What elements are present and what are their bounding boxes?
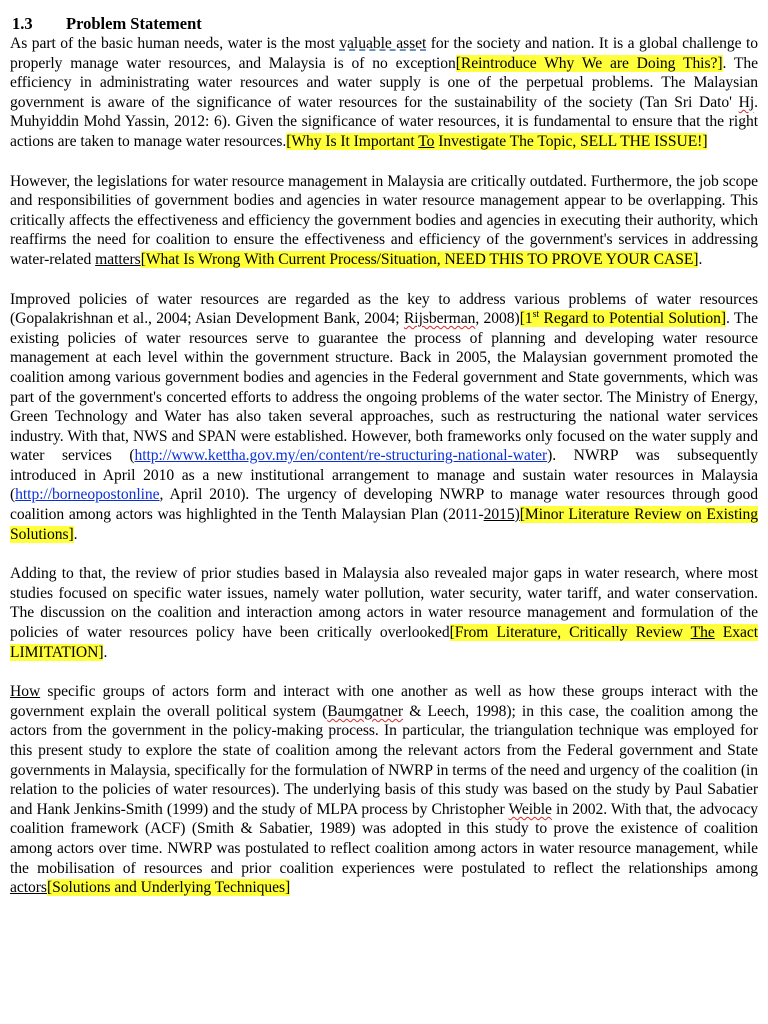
text: . bbox=[73, 525, 78, 543]
text: . The existing policies of water resources serve to guarantee the process of planning and developing water resource management at each level within the government structure. Back in 2005, the Malaysian government promoted the coalition among various government bodies and agencies in the Federal government and State governments, which was part of the government's concerted efforts to address the ongoing problems of the water sector. The Ministry of Energy, Green Technology and Water has also taken several approaches, such as restructuring the national water services industry. With that, NWS and SPAN were established. However, both frameworks only focused on the water supply and water services ( bbox=[10, 310, 758, 465]
highlight-annotation: [Reintroduce Why We are Doing This?] bbox=[455, 54, 723, 72]
text: Exact LIMITATION] bbox=[10, 624, 758, 661]
section-number: 1.3 bbox=[12, 14, 33, 33]
text: & Leech, 1998); in this case, the coalition among the actors from the government in the policy-making process. In particular, the triangulation technique was employed for this present study to explore the state of coalition among the relevant actors from the Federal government and State governments in Malaysia, specifically for the formulation of NWRP in terms of the need and urgency of the coalition (in relation to the policies of water resources). The underlying basis of this study was based on the study by Paul Sabatier and Hank Jenkins-Smith (1999) and the study of MLPA process by Christopher bbox=[10, 702, 758, 818]
text: How bbox=[10, 683, 41, 701]
text: . The efficiency in administrating water resources and water supply is one of the perpetual problems. The Malaysian government is aware of the significance of water resources for the sustainability of the society (Tan Sri Dato' bbox=[10, 54, 759, 111]
spellcheck-flagged-word: Baumgatner bbox=[327, 702, 404, 720]
paragraph-4 bbox=[10, 564, 758, 662]
hyperlink-borneopost[interactable]: http://borneopostonline bbox=[15, 486, 160, 504]
paragraph-2 bbox=[10, 172, 758, 270]
text: , April 2010). The urgency of developing NWRP to manage water resources through good coalition among actors was highlighted in the Tenth Malaysian Plan (2011- bbox=[10, 486, 758, 524]
paragraph-5 bbox=[10, 682, 758, 898]
text: Adding to that, the review of prior studies based in Malaysia also revealed major gaps in water research, where most studies focused on specific water issues, namely water pollution, water security, water tariff, and water conservation. The discussion on the coalition and interaction among actors in water resource management and formulation of the policies of water resources policy have been critically overlooked bbox=[10, 565, 758, 642]
text: The bbox=[690, 624, 715, 642]
text: for the society and nation. It is a global challenge to properly manage water resources, and Malaysia is of no exception bbox=[10, 35, 758, 72]
text: . Muhyiddin Mohd Yassin, 2012: 6). Given the significance of water resources, it is fundamental to ensure that the right actions are taken to manage water resources. bbox=[10, 93, 758, 150]
text: Improved policies of water resources are regarded as the key to address various problems of water resources (Gopalakrishnan et al., 2004; Asian Development Bank, 2004; bbox=[10, 290, 758, 328]
spellcheck-flagged-word: Weible bbox=[508, 800, 552, 818]
highlight-annotation: [Solutions and Underlying Techniques] bbox=[46, 879, 291, 897]
section-title: Problem Statement bbox=[66, 14, 202, 33]
text: Regard to Potential Solution] bbox=[539, 310, 726, 328]
text: ). NWRP was subsequently introduced in April 2010 as a new institutional arrangement to manage and sustain water resources in Malaysia ( bbox=[10, 447, 758, 504]
text: [1 bbox=[519, 310, 533, 328]
text: Investigate The Topic, SELL THE ISSUE!] bbox=[434, 132, 708, 150]
text: in 2002. With that, the advocacy coalition framework (ACF) (Smith & Sabatier, 1989) was adopted in this study to prove the existence of coalition among actors over time. NWRP was postulated to reflect coalition among actors in water resource management, while the mobilisation of resources and prior coalition experiences were postulated to reflect the relationships among bbox=[10, 800, 758, 877]
text: . bbox=[103, 643, 108, 661]
spellcheck-flagged-word: Rijsberman bbox=[403, 310, 476, 328]
text: [Why Is It Important bbox=[286, 132, 419, 150]
text: However, the legislations for water resource management in Malaysia are critically outdated. Furthermore, the job scope and responsibilities of government bodies and agencies in water resource management appear to be overlapping. This critically affects the effectiveness and efficiency the government bodies and agencies in executing their authority, which reaffirms the need for coalition to ensure the effectiveness and efficiency of the government's services in addressing water-related bbox=[10, 172, 758, 268]
grammar-flagged-text: valuable asset bbox=[339, 35, 427, 52]
text: As part of the basic human needs, water is the most bbox=[10, 35, 340, 52]
text: . bbox=[698, 250, 703, 268]
text: , 2008) bbox=[475, 310, 520, 328]
highlight-annotation: [What Is Wrong With Current Process/Situation, NEED THIS TO PROVE YOUR CASE] bbox=[140, 250, 699, 268]
text: To bbox=[418, 132, 435, 150]
text: actors bbox=[10, 879, 47, 897]
text: matters bbox=[95, 250, 141, 268]
paragraph-1 bbox=[10, 34, 758, 152]
highlight-annotation bbox=[520, 310, 726, 327]
text: 2015) bbox=[483, 506, 520, 524]
text: specific groups of actors form and interact with one another as well as how these groups interact with the government explain the overall political system ( bbox=[10, 683, 758, 720]
text: [From Literature, Critically Review bbox=[449, 624, 691, 642]
highlight-annotation: [Minor Literature Review on Existing Solutions] bbox=[10, 506, 758, 543]
hyperlink-kettha[interactable]: http://www.kettha.gov.my/en/content/re-structuring-national-water bbox=[134, 447, 548, 465]
paragraph-3 bbox=[10, 290, 758, 545]
highlight-annotation bbox=[286, 133, 707, 150]
superscript: st bbox=[532, 308, 540, 320]
spellcheck-flagged-word: Hj bbox=[738, 93, 755, 111]
section-heading bbox=[12, 14, 758, 34]
